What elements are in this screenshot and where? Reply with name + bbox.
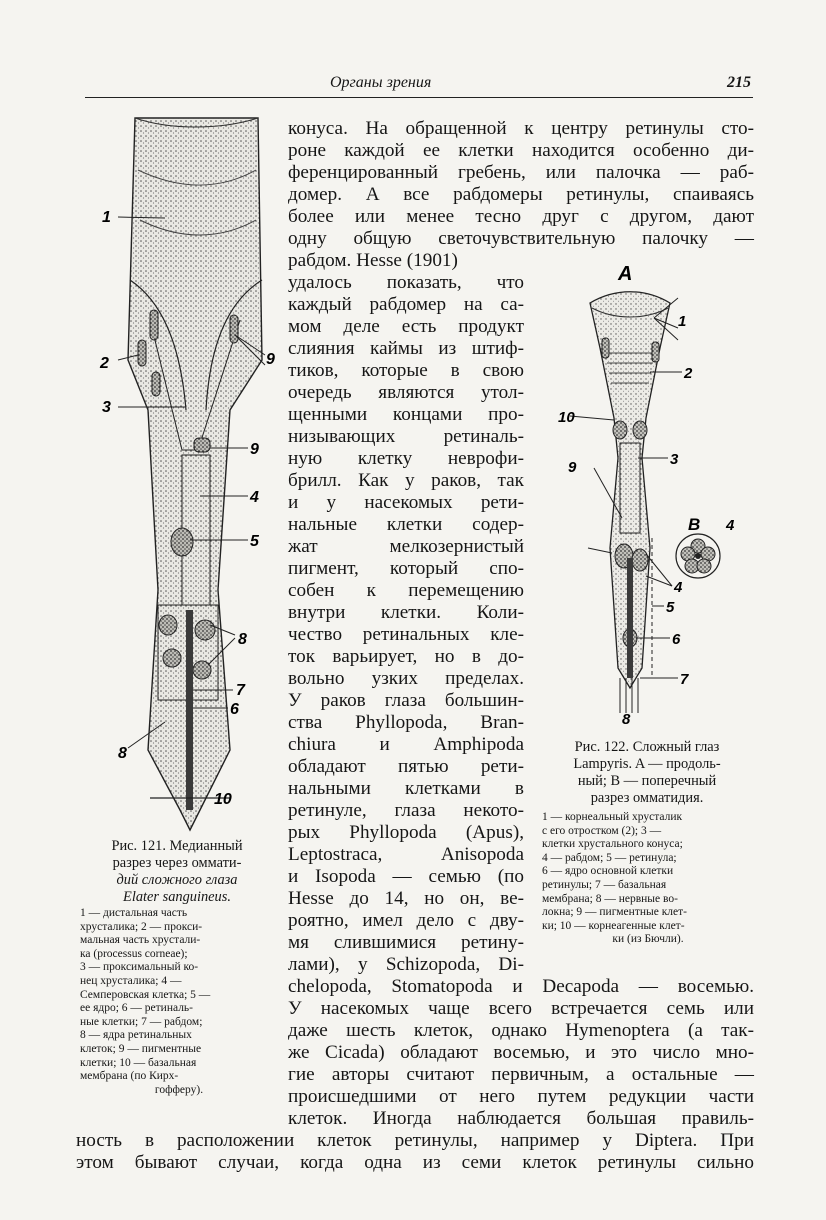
text-line: чество ретинальных кле-: [288, 624, 524, 645]
text-line: клеток. Иногда наблюдается большая правиль-: [288, 1108, 754, 1129]
text-line: слияния каймы из штиф-: [288, 338, 524, 359]
fig121-label: 7: [236, 682, 245, 699]
legend-line: 1 — корнеальный хрусталик: [542, 811, 683, 823]
text-line: даже шесть клеток, однако Hymenoptera (а так-: [288, 1020, 754, 1041]
text-line: ную клетку неврофи-: [288, 448, 524, 469]
text-line: ференцированный гребень, или палочка — раб-: [288, 162, 754, 183]
text-line: щенными концами про-: [288, 404, 524, 425]
legend-line: мембрана; 8 — нервные во-: [542, 892, 678, 905]
fig122-label: 10: [558, 409, 575, 426]
text-line: рабдом. Hesse (1901): [288, 250, 458, 271]
text-line: этом бывают случаи, когда одна из семи клеток ретинулы сильно: [76, 1152, 754, 1173]
fig121-label: 10: [214, 791, 232, 808]
legend-line: ка (processus corneae);: [80, 947, 188, 960]
fig122-label: 3: [670, 451, 679, 468]
text-line: пигмент, который спо-: [288, 558, 524, 579]
page-number: 215: [727, 74, 751, 91]
fig121-label: 4: [250, 489, 259, 506]
fig122-label: 4: [726, 517, 735, 534]
legend-line: хрусталика; 2 — прокси-: [80, 920, 203, 933]
legend-line: ки (из Бючли).: [612, 933, 684, 946]
fig121-label: 1: [102, 209, 111, 226]
text-line: chelopoda, Stomatopoda и Decapoda — восемью.: [288, 976, 754, 997]
text-line: домер. А все рабдомеры ретинулы, спаиваясь: [288, 184, 754, 205]
text-line: нальные клетки содер-: [288, 514, 524, 535]
text-line: и у насекомых рети-: [288, 492, 524, 513]
legend-line: мальная часть хрустали-: [80, 934, 201, 947]
text-line: конуса. На обращенной к центру ретинулы сто-: [288, 118, 754, 139]
fig121-label: 5: [250, 533, 259, 550]
fig121-label: 8: [238, 631, 247, 648]
text-line: Leptostraca, Anisopoda: [288, 844, 524, 865]
text-line: вольно узких пределах.: [288, 668, 524, 689]
legend-line: с его отростком (2); 3 —: [542, 824, 662, 837]
text-line: обладают пятью рети-: [288, 756, 524, 777]
text-line: ток варьирует, но в до-: [288, 646, 524, 667]
fig121-label: 8: [118, 745, 127, 762]
legend-line: гофферу).: [154, 1083, 204, 1096]
text-line: брилл. Как у раков, так: [288, 470, 524, 491]
figure-122-drawing: [560, 258, 760, 728]
legend-line: ки; 10 — корнеагенные клет-: [542, 919, 685, 932]
legend-line: мембрана (по Кирх-: [80, 1070, 179, 1083]
text-line: внутри клетки. Коли-: [288, 602, 524, 623]
legend-line: клеток; 9 — пигментные: [80, 1042, 202, 1055]
text-line: роятно, имел дело с дву-: [288, 910, 524, 931]
caption-line: дий сложного глаза: [116, 872, 238, 888]
legend-line: клетки; 10 — базальная: [80, 1056, 197, 1069]
fig122-label: 5: [666, 599, 675, 616]
text-line: мя слившимися ретину-: [288, 932, 524, 953]
fig122-label: 1: [678, 313, 687, 330]
header-rule: [85, 97, 753, 98]
legend-line: Семперовская клетка; 5 —: [80, 988, 211, 1001]
text-line: chiura и Amphipoda: [288, 734, 524, 755]
fig121-label: 2: [100, 355, 109, 372]
caption-line: Рис. 122. Сложный глаз: [574, 739, 720, 755]
text-line: ретинуле, глаза некото-: [288, 800, 524, 821]
legend-line: ретинулы; 7 — базальная: [542, 878, 667, 891]
fig122-panel-b: B: [688, 515, 701, 534]
fig122-panel-a: A: [618, 263, 633, 285]
text-line: лами), у Schizopoda, Di-: [288, 954, 524, 975]
legend-line: ее ядро; 6 — ретиналь-: [80, 1002, 194, 1015]
fig122-label: 2: [684, 365, 693, 382]
text-line: собен к перемещению: [288, 580, 524, 601]
fig122-cross-section: [676, 534, 720, 578]
caption-line: Рис. 121. Медианный: [111, 838, 243, 854]
legend-line: 3 — проксимальный ко-: [80, 961, 199, 974]
text-line: же Cicada) обладают восемью, и это число мно-: [288, 1042, 754, 1063]
text-line: роне каждой ее клетки находится особенно ди-: [288, 140, 754, 161]
legend-line: 8 — ядра ретинальных: [80, 1029, 192, 1042]
fig122-label: 7: [680, 671, 689, 688]
legend-line: клетки хрустального конуса;: [542, 838, 683, 851]
text-line: удалось показать, что: [288, 272, 524, 293]
running-header-title: Органы зрения: [330, 74, 432, 91]
fig121-label: 3: [102, 399, 111, 416]
text-line: ства Phyllopoda, Bran-: [288, 712, 524, 733]
text-line: ность в расположении клеток ретинулы, например у Diptera. При: [76, 1130, 754, 1151]
legend-line: нец хрусталика; 4 —: [80, 974, 182, 987]
text-line: нальными клетками в: [288, 778, 524, 799]
caption-line: разрез через оммати-: [112, 855, 242, 871]
text-line: тиков, которые в свою: [288, 360, 524, 381]
caption-line: Lampyris. A — продоль-: [573, 756, 721, 772]
text-line: гие авторы считают первичным, а остальные —: [288, 1064, 754, 1085]
figure-121-drawing: [90, 110, 290, 840]
legend-line: ные клетки; 7 — рабдом;: [80, 1015, 203, 1028]
caption-line: ный; B — поперечный: [577, 773, 717, 789]
figure-121-caption: [76, 838, 278, 906]
legend-line: 6 — ядро основной клетки: [542, 865, 674, 878]
legend-line: 1 — дистальная часть: [80, 907, 188, 919]
text-line: У раков глаза большин-: [288, 690, 524, 711]
text-line: У насекомых чаще всего встречается семь или: [288, 998, 754, 1019]
text-line: и Isopoda — семью (по: [288, 866, 524, 887]
caption-line: Elater sanguineus.: [123, 889, 231, 905]
figure-122-legend: [542, 811, 754, 947]
fig121-label: 9: [250, 441, 259, 458]
text-line: рых Phyllopoda (Apus),: [288, 822, 524, 843]
text-line: каждый рабдомер на са-: [288, 294, 524, 315]
text-line: более или менее тесно друг с другом, дают: [288, 206, 754, 227]
figure-122-caption: [540, 739, 754, 807]
text-line: низывающих ретиналь-: [288, 426, 524, 447]
text-line: жат мелкозернистый: [288, 536, 524, 557]
text-line: мом деле есть продукт: [288, 316, 524, 337]
text-line: очередь являются утол-: [288, 382, 524, 403]
fig122-label: 6: [672, 631, 681, 648]
text-line: Hesse до 14, но он, ве-: [288, 888, 524, 909]
text-line: происшедшими от него путем редукции части: [288, 1086, 754, 1107]
text-line: одну общую светочувствительную палочку —: [288, 228, 754, 249]
fig122-label: 9: [568, 459, 577, 476]
fig122-label: 8: [622, 711, 631, 728]
caption-line: разрез омматидия.: [590, 790, 704, 806]
fig121-label: 9: [266, 351, 275, 368]
figure-121-legend: [80, 907, 278, 1097]
fig121-label: 6: [230, 701, 239, 718]
legend-line: локна; 9 — пигментные клет-: [542, 906, 687, 919]
legend-line: 4 — рабдом; 5 — ретинула;: [542, 851, 677, 864]
fig122-label: 4: [674, 579, 683, 596]
